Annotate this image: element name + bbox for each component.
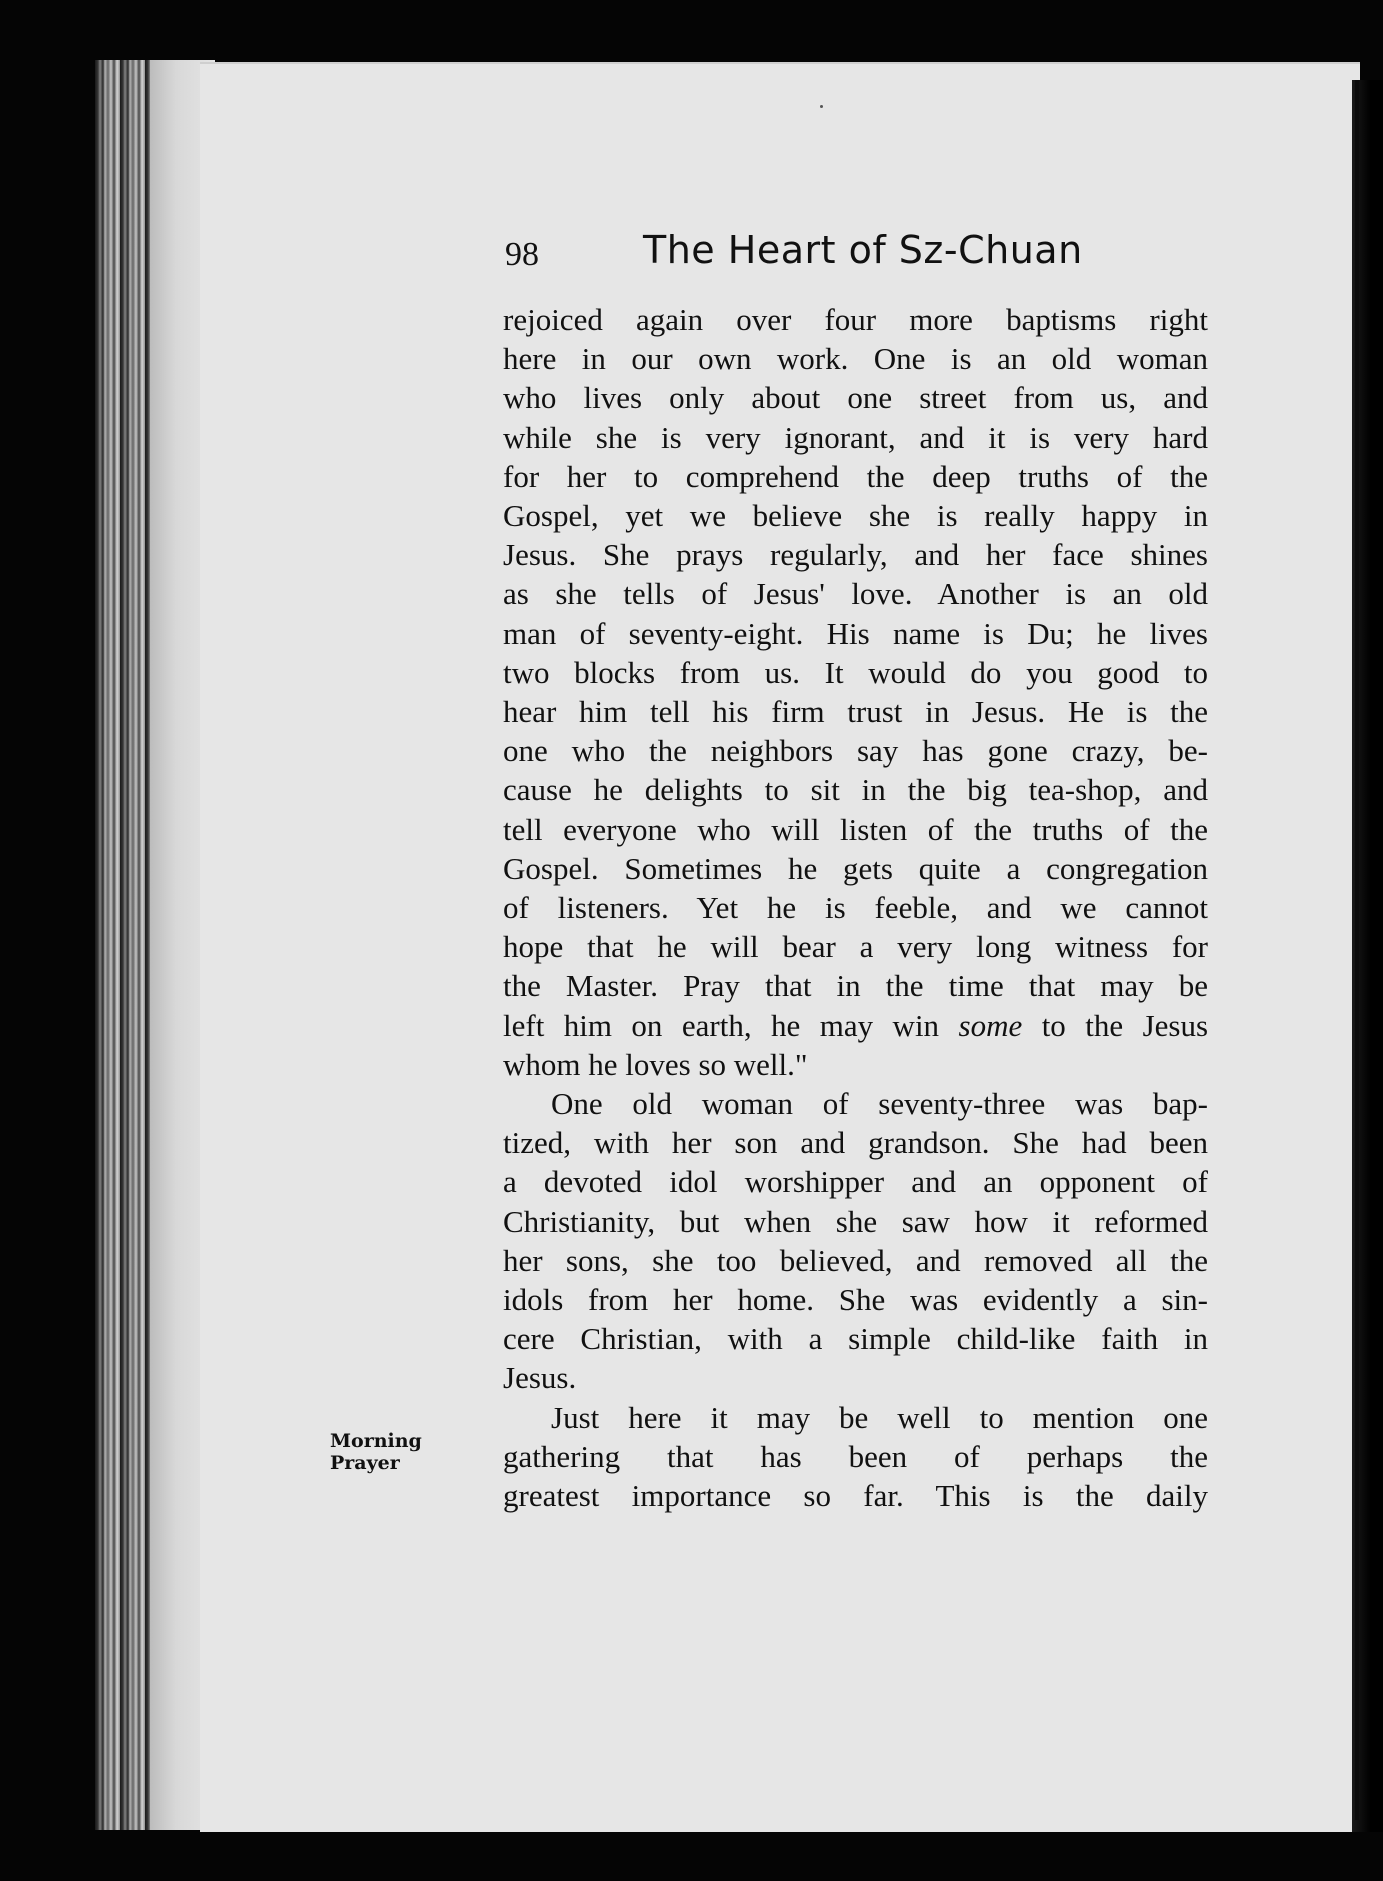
text-line: idols from her home. She was evidently a sin- (503, 1282, 1208, 1318)
running-title: The Heart of Sz-Chuan (643, 228, 1083, 272)
text-line: cause he delights to sit in the big tea-shop, and (503, 772, 1208, 808)
body-text (503, 300, 1208, 1515)
text-line: tized, with her son and grandson. She had been (503, 1125, 1208, 1161)
paragraph-first-line: Just here it may be well to mention one (551, 1399, 1208, 1435)
text-line: for her to comprehend the deep truths of the (503, 458, 1208, 494)
text-line: one who the neighbors say has gone crazy, be- (503, 733, 1208, 769)
text-line: Gospel. Sometimes he gets quite a congregation (503, 850, 1208, 886)
margin-note (330, 1430, 422, 1474)
page-right-rule (1355, 80, 1359, 1820)
text-line: Christianity, but when she saw how it reformed (503, 1203, 1208, 1239)
text-line: whom he loves so well." (503, 1046, 808, 1082)
text-line: while she is very ignorant, and it is very hard (503, 419, 1208, 455)
text-line: rejoiced again over four more baptisms right (503, 302, 1208, 337)
text-line: greatest importance so far. This is the daily (503, 1478, 1208, 1514)
italic-word: some (958, 1007, 1023, 1043)
text-line: who lives only about one street from us, and (503, 380, 1208, 416)
text-line: tell everyone who will listen of the truths of the (503, 811, 1208, 847)
text-line: Jesus. (503, 1360, 577, 1396)
margin-note-line: Morning (330, 1430, 422, 1452)
page-bottom-edge (0, 1832, 1383, 1881)
text-line: Gospel, yet we believe she is really happy in (503, 498, 1208, 534)
text-segment: to the Jesus (1041, 1007, 1209, 1043)
text-line: the Master. Pray that in the time that may be (503, 968, 1208, 1004)
text-line: hope that he will bear a very long witness for (503, 929, 1208, 965)
text-line-with-italic (503, 1006, 1208, 1045)
text-line: hear him tell his firm trust in Jesus. He is the (503, 694, 1208, 730)
text-line: man of seventy-eight. His name is Du; he lives (503, 615, 1208, 651)
text-line: Jesus. She prays regularly, and her face shines (503, 537, 1208, 573)
text-line: as she tells of Jesus' love. Another is an old (503, 576, 1208, 612)
speck-mark (820, 105, 823, 108)
text-line: cere Christian, with a simple child-like faith in (503, 1321, 1208, 1357)
text-segment: left him on earth, he may win (503, 1007, 940, 1043)
running-head (505, 228, 1205, 288)
page-number: 98 (505, 236, 539, 273)
text-line: two blocks from us. It would do you good to (503, 654, 1208, 690)
text-line: here in our own work. One is an old woman (503, 341, 1208, 377)
text-line: of listeners. Yet he is feeble, and we cannot (503, 890, 1208, 926)
text-line: gathering that has been of perhaps the (503, 1438, 1208, 1474)
margin-note-line: Prayer (330, 1452, 400, 1474)
text-line: a devoted idol worshipper and an opponent of (503, 1164, 1208, 1200)
text-line: her sons, she too believed, and removed all the (503, 1242, 1208, 1278)
paragraph-first-line: One old woman of seventy-three was bap- (551, 1086, 1208, 1122)
